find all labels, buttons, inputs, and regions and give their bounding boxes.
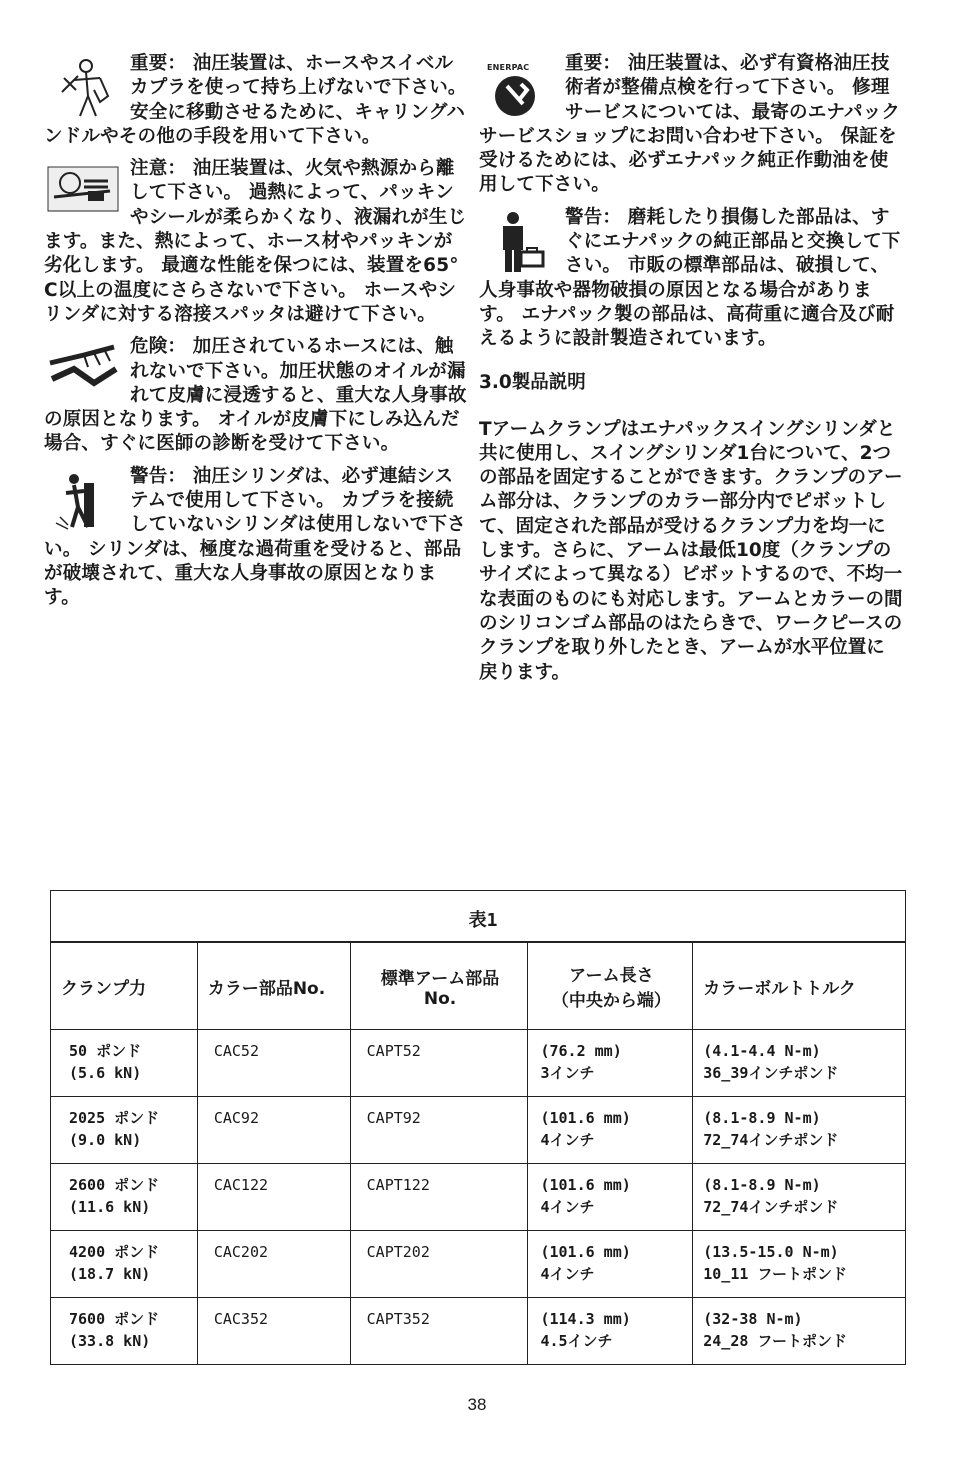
product-description: Tアームクランプはエナパックスイングシリンダと共に使用し、スイングシリンダ1台について、2つの部品を固定することができます。クランプのアーム部分は、クランプのカラー部分内でピボットして、固定された部品が受けるクランプ力を均一にします。さらに、アームは最低10度（クランプのサイズによって異なる）ピボットするので、不均一な表面のものにも対応します。アームとカラーの間のシリコンゴム部品のはたらきで、ワークピースのクランプを取り外したとき、アームが水平位置に戻ります。	[479, 418, 903, 683]
cell-clamp-force: 2025 ポンド (9.0 kN)	[51, 1097, 198, 1164]
left-column	[44, 52, 468, 619]
warning-lifting: 重要： 油圧装置は、ホースやスイベルカプラを使って持ち上げないで下さい。安全に移動させるために、キャリングハンドルやその他の手段を用いて下さい。	[44, 53, 467, 147]
warning-cylinder: 警告： 油圧シリンダは、必ず連結システムで使用して下さい。 カプラを接続していないシリンダは使用しないで下さい。 シリンダは、極度な過荷重を受けると、部品が破壊されて、重大な人身事故の原因となります。	[44, 465, 466, 609]
cell-arm-part: CAPT52	[350, 1030, 528, 1097]
warning-heat: 注意： 油圧装置は、火気や熱源から離して下さい。 過熱によって、パッキンやシールが柔らかくなり、液漏れが生じます。また、熱によって、ホース材やパッキンが劣化します。 最適な性能を保つには、装置を65° C以上の温度にさらさないで下さい。 ホースやシリンダに対する溶接スパッタは避けて下さい。	[44, 158, 467, 325]
header-collar-part: カラー部品No.	[197, 942, 350, 1030]
cell-arm-length: (101.6 mm) 4インチ	[528, 1231, 693, 1298]
cell-bolt-torque: (8.1-8.9 N-m) 72_74インチポンド	[693, 1097, 906, 1164]
spec-table	[50, 890, 906, 1365]
warning-pressurized-hose: 危険： 加圧されているホースには、触れないで下さい。加圧状態のオイルが漏れて皮膚に浸透すると、重大な人身事故の原因となります。 オイルが皮膚下にしみ込んだ場合、すぐに医師の診断を受けて下さい。	[44, 336, 467, 455]
table-row	[51, 1231, 906, 1298]
svg-text:ENERPAC: ENERPAC	[487, 63, 530, 72]
cell-bolt-torque: (8.1-8.9 N-m) 72_74インチポンド	[693, 1164, 906, 1231]
cell-bolt-torque: (32-38 N-m) 24_28 フートポンド	[693, 1298, 906, 1365]
section-heading: 3.0製品説明	[479, 371, 586, 393]
heat-source-icon	[44, 161, 122, 227]
cell-clamp-force: 7600 ポンド (33.8 kN)	[51, 1298, 198, 1365]
cell-arm-part: CAPT122	[350, 1164, 528, 1231]
cell-clamp-force: 50 ポンド (5.6 kN)	[51, 1030, 198, 1097]
cell-bolt-torque: (4.1-4.4 N-m) 36_39インチポンド	[693, 1030, 906, 1097]
cell-arm-length: (76.2 mm) 3インチ	[528, 1030, 693, 1097]
cell-bolt-torque: (13.5-15.0 N-m) 10_11 フートポンド	[693, 1231, 906, 1298]
warning-parts: 警告： 磨耗したり損傷した部品は、すぐにエナパックの純正部品と交換して下さい。 市販の標準部品は、破損して、人身事故や器物破損の原因となる場合があります。 エナパック製の部品は、高荷重に適合及び耐えるように設計製造されています。	[479, 206, 901, 350]
header-arm-length: アーム長さ （中央から端）	[528, 942, 693, 1030]
table-row	[51, 1164, 906, 1231]
cell-clamp-force: 4200 ポンド (18.7 kN)	[51, 1231, 198, 1298]
enerpac-service-icon	[479, 56, 557, 122]
cell-clamp-force: 2600 ポンド (11.6 kN)	[51, 1164, 198, 1231]
crushed-person-icon	[44, 469, 122, 535]
page-number: 38	[467, 1395, 487, 1414]
table-caption: 表1	[51, 891, 906, 943]
lifting-person-icon	[44, 56, 122, 122]
cell-arm-part: CAPT92	[350, 1097, 528, 1164]
cell-collar-part: CAC52	[197, 1030, 350, 1097]
hose-spray-icon	[44, 339, 122, 405]
header-clamp-force: クランプ力	[51, 942, 198, 1030]
cell-arm-length: (114.3 mm) 4.5インチ	[528, 1298, 693, 1365]
table-row	[51, 1097, 906, 1164]
table-row	[51, 1030, 906, 1097]
warning-service: ENERPAC 重要： 油圧装置は、必ず有資格油圧技術者が整備点検を行って下さい。 修理サービスについては、最寄のエナパックサービスショップにお問い合わせ下さい。 保証を受けるためには、必ずエナパック純正作動油を使用して下さい。	[479, 53, 901, 196]
cell-collar-part: CAC92	[197, 1097, 350, 1164]
cell-arm-part: CAPT352	[350, 1298, 528, 1365]
header-bolt-torque: カラーボルトトルク	[693, 942, 906, 1030]
cell-arm-length: (101.6 mm) 4インチ	[528, 1097, 693, 1164]
cell-arm-length: (101.6 mm) 4インチ	[528, 1164, 693, 1231]
cell-arm-part: CAPT202	[350, 1231, 528, 1298]
right-column	[479, 52, 903, 685]
cell-collar-part: CAC202	[197, 1231, 350, 1298]
table-row	[51, 1298, 906, 1365]
header-arm-part: 標準アーム部品 No.	[350, 942, 528, 1030]
worker-toolbox-icon	[479, 210, 557, 276]
table-header-row	[51, 942, 906, 1030]
cell-collar-part: CAC352	[197, 1298, 350, 1365]
cell-collar-part: CAC122	[197, 1164, 350, 1231]
